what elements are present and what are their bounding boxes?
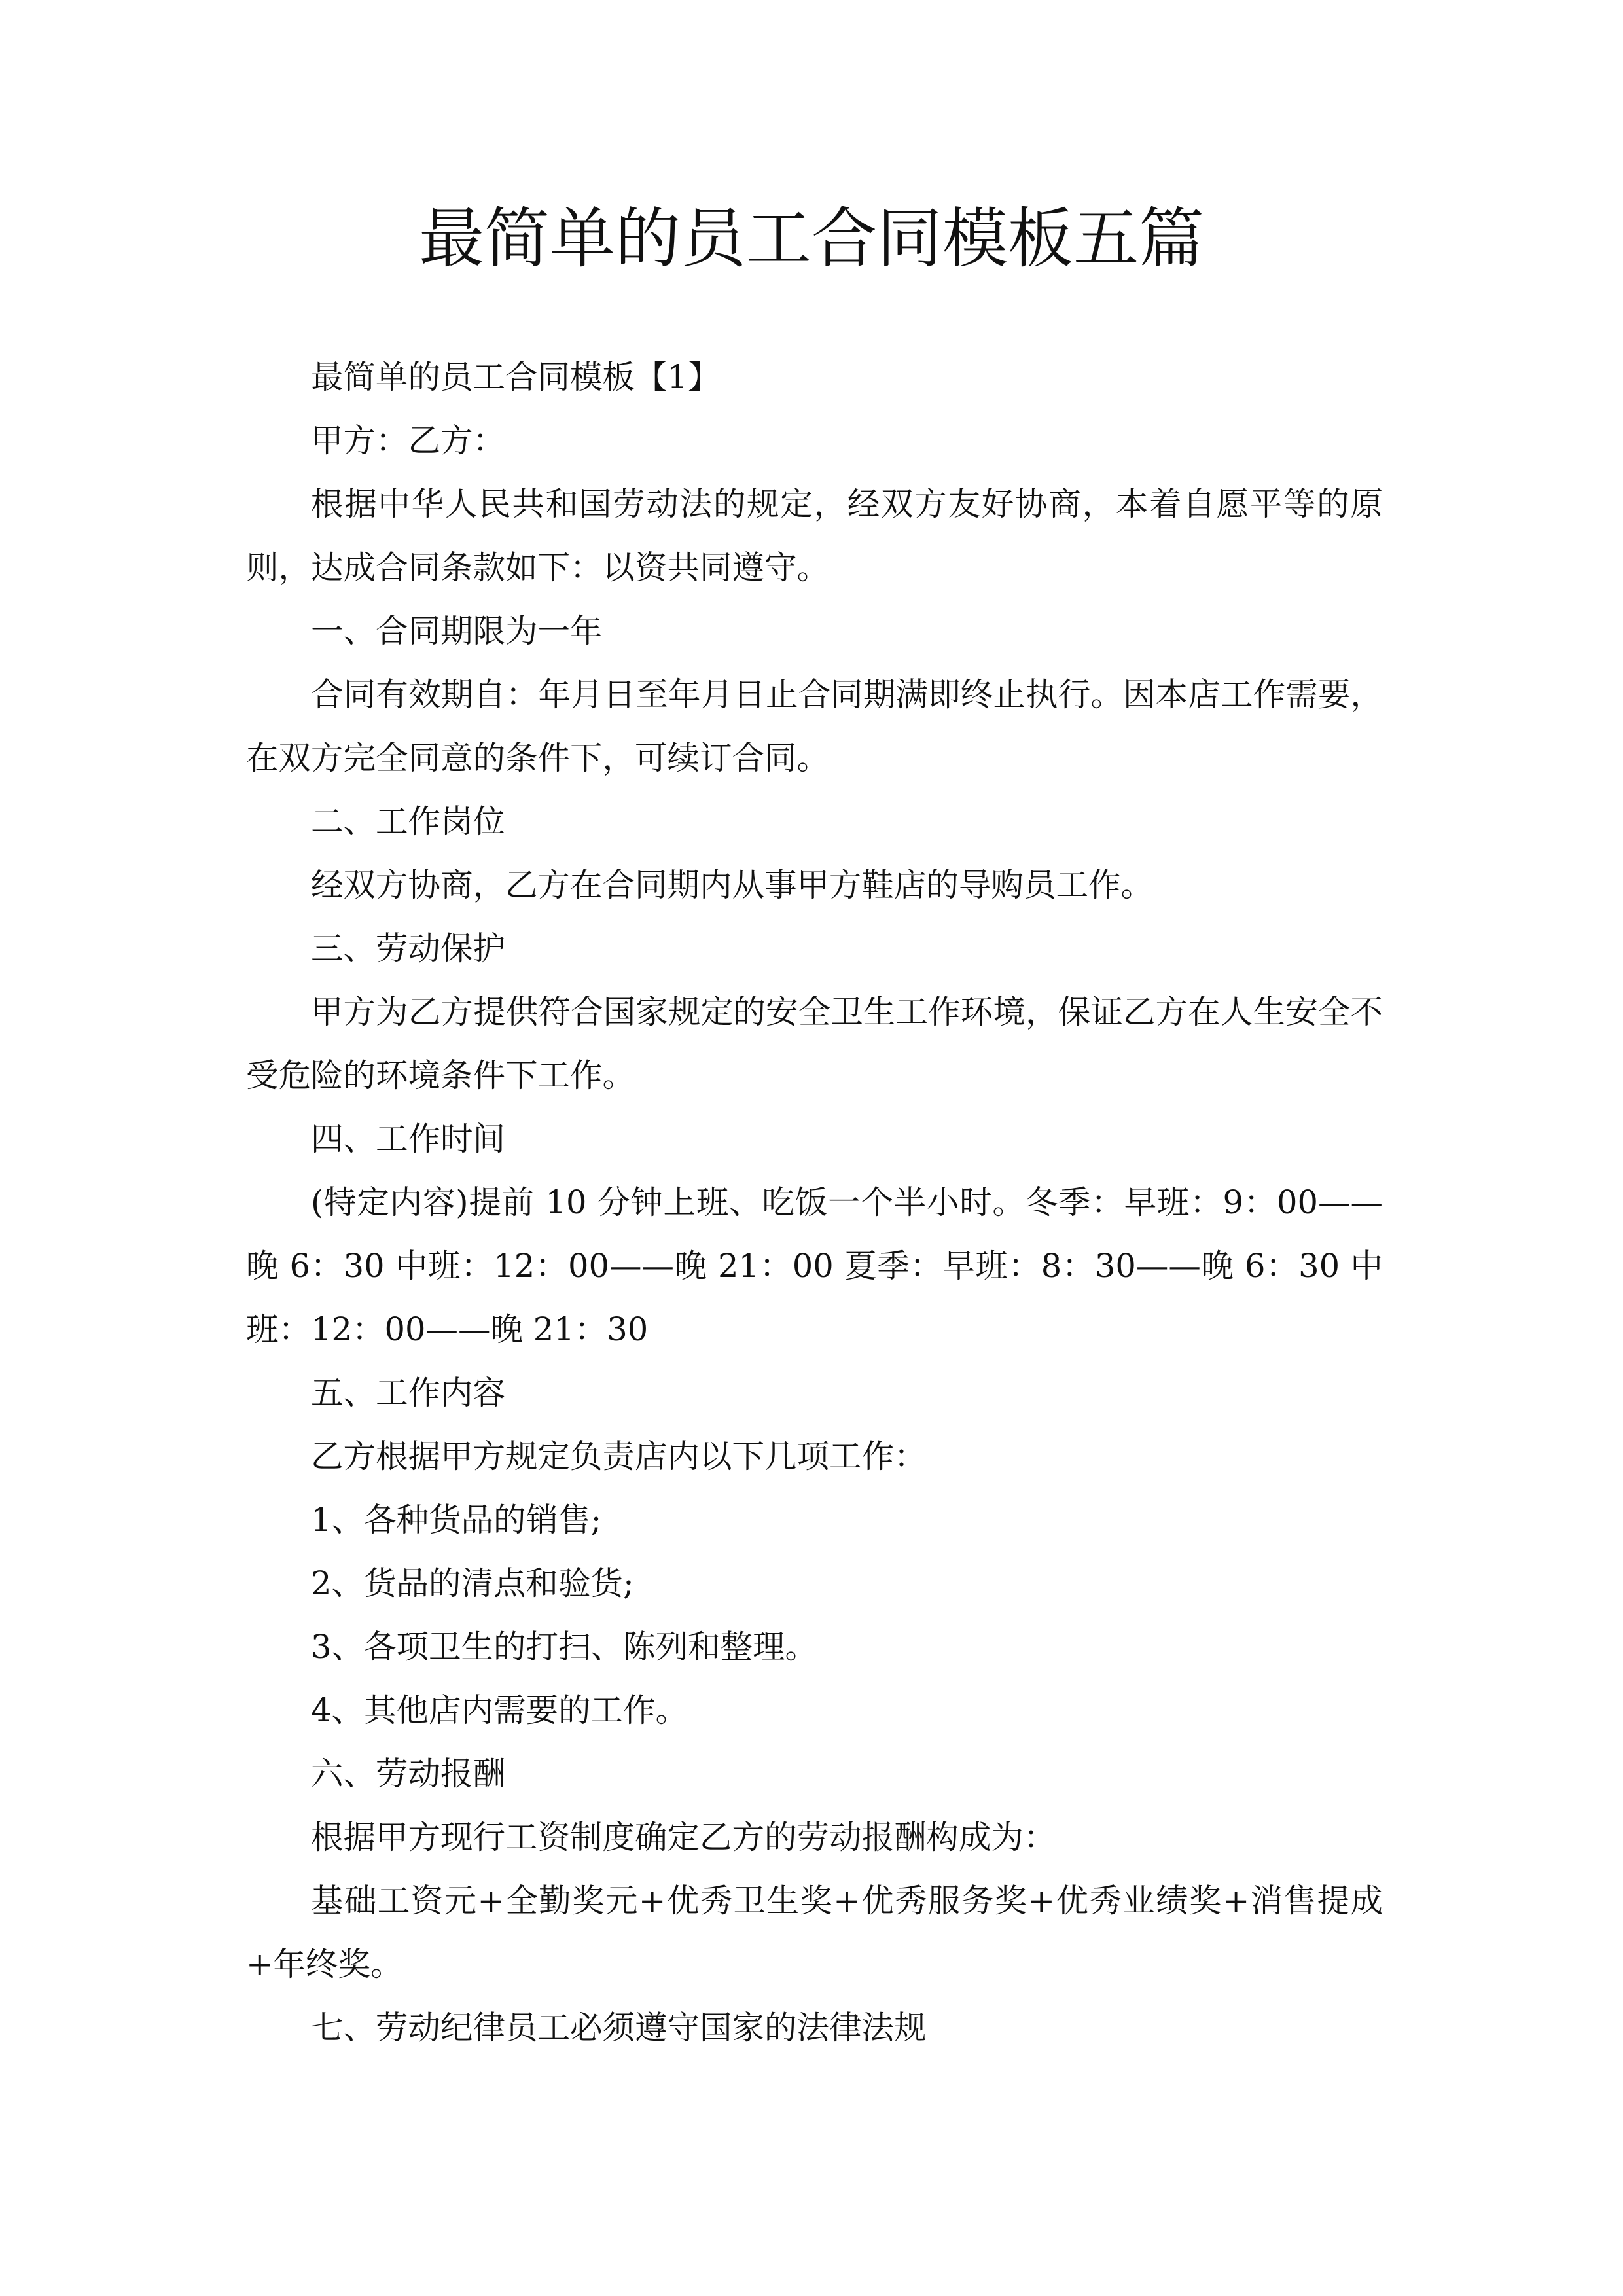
clause-heading: 七、劳动纪律员工必须遵守国家的法律法规 — [311, 2009, 927, 2047]
parties-line: 甲方：乙方： — [311, 422, 505, 459]
list-item: 2、货品的清点和验货; — [311, 1564, 634, 1602]
paragraph: 根据甲方现行工资制度确定乙方的劳动报酬构成为： — [311, 1818, 1056, 1856]
paragraph: 乙方根据甲方规定负责店内以下几项工作： — [311, 1437, 927, 1475]
clause-heading: 一、合同期限为一年 — [311, 612, 603, 650]
section-heading: 最简单的员工合同模板【1】 — [311, 358, 721, 396]
list-item: 1、各种货品的销售; — [311, 1501, 602, 1539]
paragraph: 基础工资元+全勤奖元+优秀卫生奖+优秀服务奖+优秀业绩奖+消售提成+年终奖。 — [246, 1882, 1383, 1983]
clause-heading: 二、工作岗位 — [311, 802, 505, 840]
clause-heading: 四、工作时间 — [311, 1120, 505, 1158]
paragraph: (特定内容)提前 10 分钟上班、吃饭一个半小时。冬季：早班：9：00——晚 6：30 中班：12：00——晚 21：00 夏季：早班：8：30——晚 6：30 中班：12：00——晚 21：30 — [246, 1183, 1383, 1348]
clause-heading: 五、工作内容 — [311, 1374, 505, 1412]
paragraph: 甲方为乙方提供符合国家规定的安全卫生工作环境，保证乙方在人生安全不受危险的环境条件下工作。 — [246, 993, 1383, 1094]
list-item: 4、其他店内需要的工作。 — [311, 1691, 688, 1729]
clause-heading: 三、劳动保护 — [311, 929, 505, 967]
list-item: 3、各项卫生的打扫、陈列和整理。 — [311, 1628, 817, 1666]
paragraph: 合同有效期自：年月日至年月日止合同期满即终止执行。因本店工作需要，在双方完全同意的条件下，可续订合同。 — [246, 675, 1383, 777]
paragraph: 经双方协商，乙方在合同期内从事甲方鞋店的导购员工作。 — [311, 866, 1153, 904]
paragraph: 根据中华人民共和国劳动法的规定，经双方友好协商，本着自愿平等的原则，达成合同条款如下：以资共同遵守。 — [246, 485, 1383, 586]
clause-heading: 六、劳动报酬 — [311, 1755, 505, 1793]
document-body — [246, 346, 1383, 2060]
document-title: 最简单的员工合同模板五篇 — [419, 200, 1204, 277]
